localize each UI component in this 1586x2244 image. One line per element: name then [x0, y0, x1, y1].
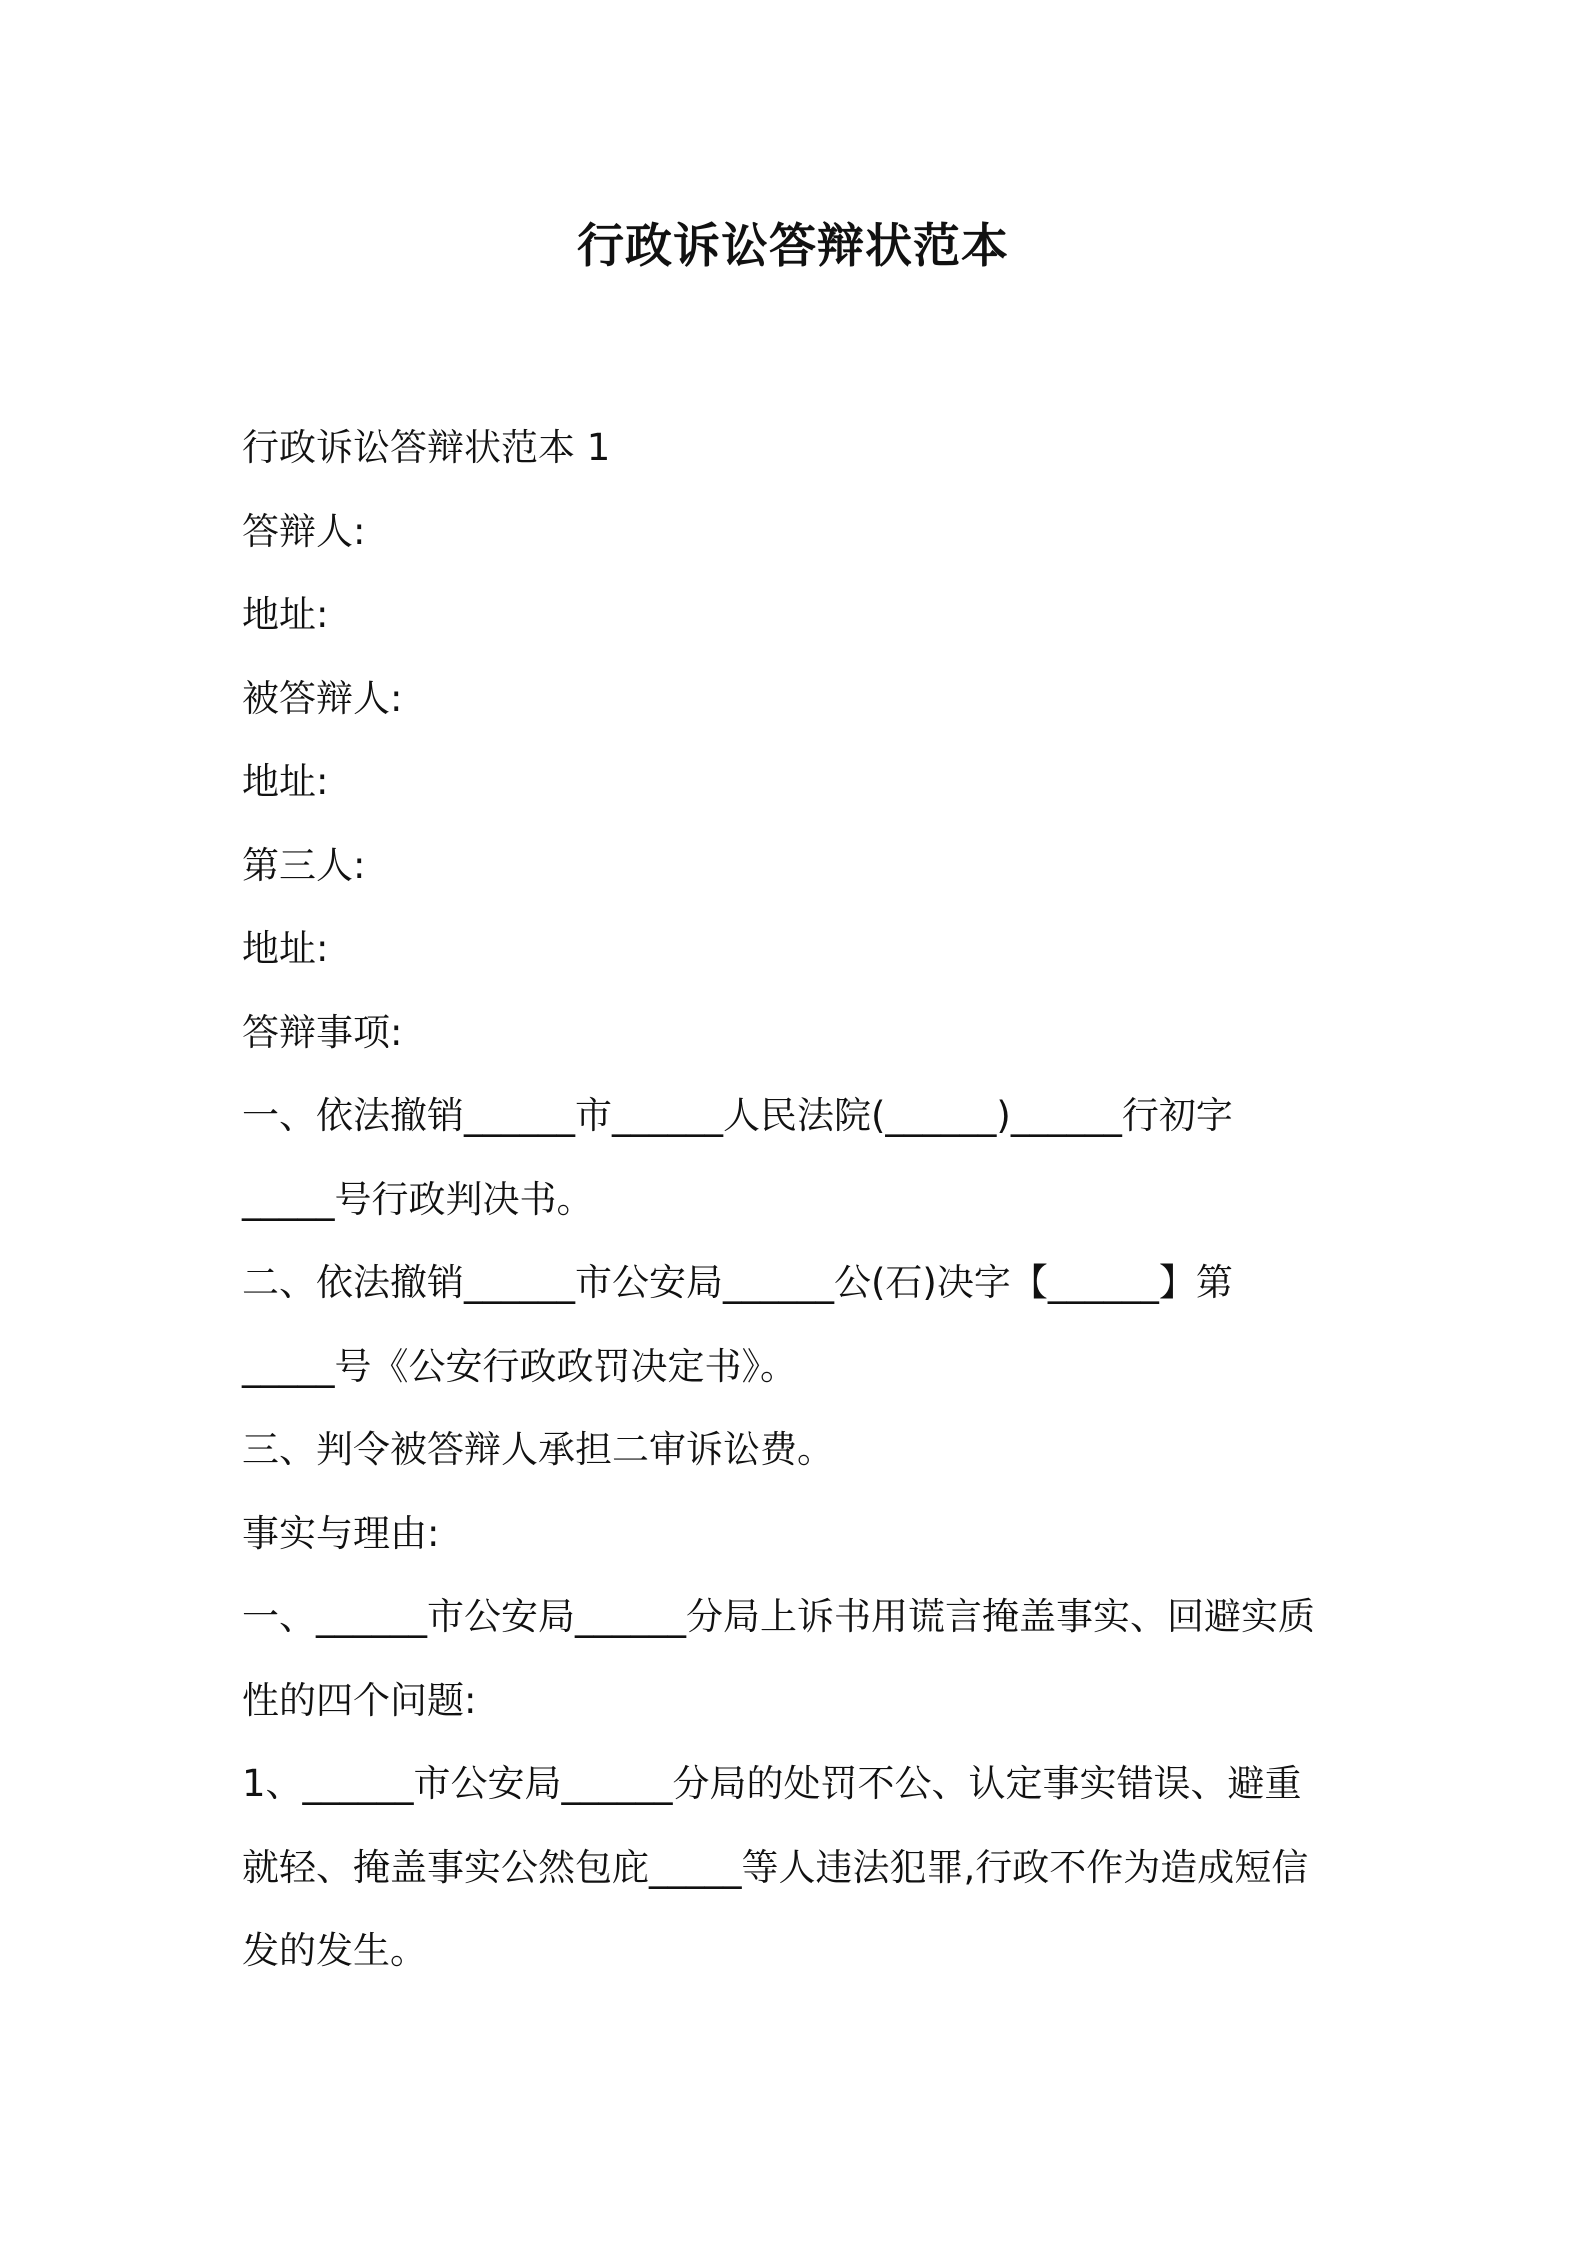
appellee-address-field: 地址: — [242, 760, 329, 803]
facts-and-reasons-heading: 事实与理由: — [242, 1511, 440, 1555]
respondent-field: 答辩人: — [242, 509, 366, 553]
document-title: 行政诉讼答辩状范本 — [577, 219, 1009, 274]
respondent-address-field: 地址: — [242, 593, 329, 636]
third-party-field: 第三人: — [242, 843, 366, 887]
section-heading: 行政诉讼答辩状范本 1 — [242, 426, 611, 469]
defense-item-1-line-1: 一、依法撤销______市______人民法院(______)______行初字 — [242, 1094, 1233, 1137]
reason-1-1-line-2: 就轻、掩盖事实公然包庇_____等人违法犯罪,行政不作为造成短信 — [242, 1845, 1309, 1889]
reason-1-line-1: 一、______市公安局______分局上诉书用谎言掩盖事实、回避实质 — [242, 1595, 1315, 1638]
third-party-address-field: 地址: — [242, 927, 329, 970]
appellee-field: 被答辩人: — [242, 676, 403, 720]
reason-1-line-2: 性的四个问题: — [242, 1678, 477, 1722]
defense-item-3: 三、判令被答辩人承担二审诉讼费。 — [242, 1428, 834, 1471]
reason-1-1-line-1: 1、______市公安局______分局的处罚不公、认定事实错误、避重 — [242, 1762, 1302, 1805]
document-body — [242, 406, 1362, 1993]
reason-1-1-line-3: 发的发生。 — [242, 1929, 427, 1972]
defense-items-heading: 答辩事项: — [242, 1010, 403, 1054]
defense-item-2-line-2: _____号《公安行政政罚决定书》。 — [242, 1344, 797, 1388]
defense-item-1-line-2: _____号行政判决书。 — [242, 1177, 594, 1221]
defense-item-2-line-1: 二、依法撤销______市公安局______公(石)决字【______】第 — [242, 1261, 1233, 1304]
